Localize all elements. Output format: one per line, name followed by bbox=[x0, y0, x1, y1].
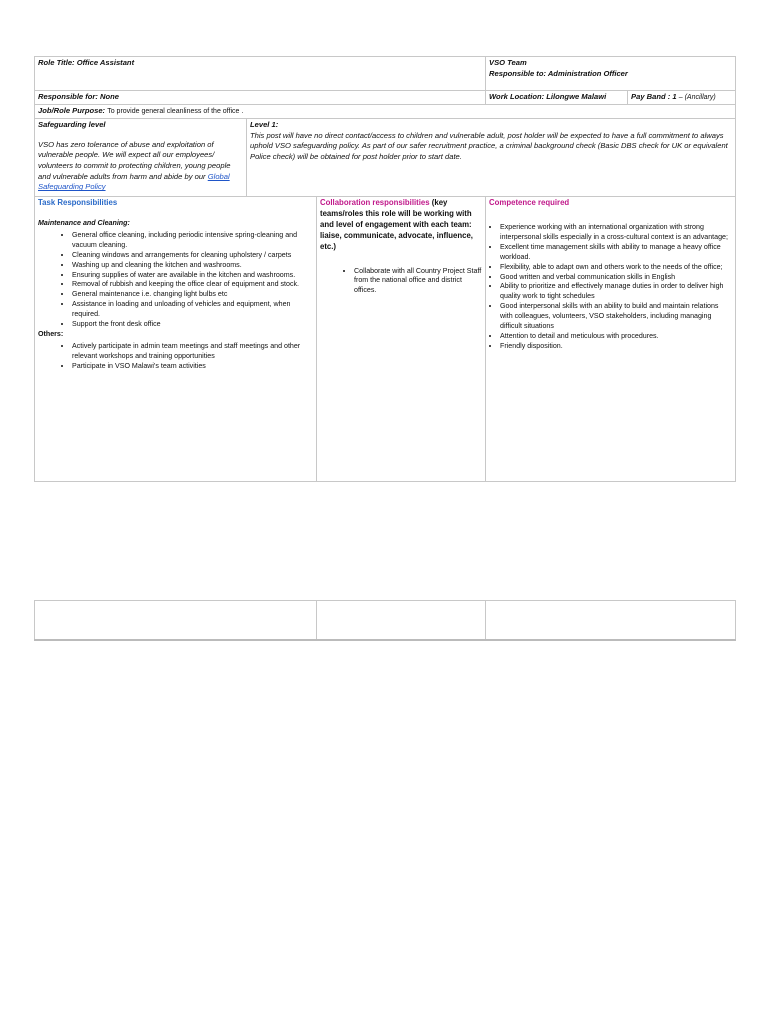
task-responsibilities-title: Task Responsibilities bbox=[38, 198, 118, 207]
safeguarding-policy-link[interactable]: Global Safeguarding Policy bbox=[38, 171, 230, 192]
others-item: • Participate in VSO Malawi's team activities bbox=[72, 362, 313, 372]
purpose-text: To provide general cleanliness of the office . bbox=[107, 108, 244, 115]
task-item: • Assistance in loading and unloading of vehicles and equipment, when required. bbox=[72, 300, 313, 320]
others-heading: Others: bbox=[38, 330, 64, 339]
responsible-to bbox=[489, 69, 732, 80]
safeguarding-statement bbox=[38, 140, 243, 193]
safeguarding-text: VSO has zero tolerance of abuse and exploitation of vulnerable people. We will expect all our employees/ volunteers to commit to protecting children, young people and vulnerable adults from harm and abide by our bbox=[38, 139, 231, 181]
work-location-label: Work Location: bbox=[489, 92, 545, 101]
safeguarding-level-title: Level 1: bbox=[250, 120, 279, 129]
task-item: • Support the front desk office bbox=[72, 320, 313, 330]
responsible-for-value: None bbox=[100, 92, 120, 101]
collaboration-item: • Collaborate with all Country Project Staff from the national office and district offices. bbox=[354, 267, 482, 297]
competence-item: • Excellent time management skills with ability to manage a heavy office workload. bbox=[500, 243, 732, 263]
team-cell bbox=[486, 57, 736, 91]
task-responsibilities-cell bbox=[35, 197, 317, 482]
task-list bbox=[38, 231, 313, 330]
task-item: • Removal of rubbish and keeping the office clear of equipment and stock. bbox=[72, 280, 313, 290]
collaboration-heading bbox=[320, 198, 482, 253]
team-name: VSO Team bbox=[489, 58, 527, 67]
collaboration-list bbox=[320, 267, 482, 297]
empty-footer-table bbox=[34, 600, 736, 641]
empty-cell bbox=[35, 601, 317, 641]
responsible-for-cell bbox=[35, 91, 486, 105]
role-title-cell bbox=[35, 57, 486, 91]
competence-item: • Ability to prioritize and effectively manage duties in order to deliver high quality work to tight schedules bbox=[500, 282, 732, 302]
pay-band-cell bbox=[628, 91, 736, 105]
purpose-label: Job/Role Purpose: bbox=[38, 106, 106, 115]
competence-item: • Attention to detail and meticulous with procedures. bbox=[500, 332, 732, 342]
task-item: • General office cleaning, including periodic intensive spring-cleaning and vacuum cleaning. bbox=[72, 231, 313, 251]
competence-item: • Experience working with an international organization with strong interpersonal skills especially in a cross-cultural context is an advantage; bbox=[500, 223, 732, 243]
competence-list bbox=[489, 223, 732, 352]
task-item: • Cleaning windows and arrangements for cleaning upholstery / carpets bbox=[72, 251, 313, 261]
safeguarding-level-cell bbox=[247, 119, 736, 197]
competence-item: • Good written and verbal communication skills in English bbox=[500, 273, 732, 283]
maintenance-subheading: Maintenance and Cleaning: bbox=[38, 218, 130, 227]
competence-item: • Friendly disposition. bbox=[500, 342, 732, 352]
collaboration-title: Collaboration responsibilities bbox=[320, 198, 430, 207]
work-location-cell bbox=[486, 91, 628, 105]
competence-title: Competence required bbox=[489, 198, 570, 207]
collaboration-cell bbox=[317, 197, 486, 482]
task-item: • General maintenance i.e. changing light bulbs etc bbox=[72, 290, 313, 300]
others-item: • Actively participate in admin team meetings and staff meetings and other relevant workshops and training opportunities bbox=[72, 342, 313, 362]
safeguarding-title: Safeguarding level bbox=[38, 120, 106, 129]
empty-cell bbox=[317, 601, 486, 641]
collaboration-note: (key teams/roles this role will be working with and level of engagement with each team: liaise, communicate, advocate, influence, etc.) bbox=[320, 198, 473, 251]
competence-item: • Flexibility, able to adapt own and others work to the needs of the office; bbox=[500, 263, 732, 273]
competence-item: • Good interpersonal skills with an ability to build and maintain relations with colleagues, volunteers, VSO stakeholders, including managing difficult situations bbox=[500, 302, 732, 332]
responsible-for-label: Responsible for: bbox=[38, 92, 98, 101]
task-item: • Ensuring supplies of water are available in the kitchen and washrooms. bbox=[72, 271, 313, 281]
job-description bbox=[34, 56, 735, 482]
responsible-to-label: Responsible to: bbox=[489, 68, 546, 78]
safeguarding-cell bbox=[35, 119, 247, 197]
responsible-to-value: Administration Officer bbox=[547, 68, 628, 78]
role-table bbox=[34, 56, 736, 482]
pay-band-label: Pay Band : 1 bbox=[631, 92, 677, 101]
empty-cell bbox=[486, 601, 736, 641]
others-label: Others bbox=[38, 330, 61, 339]
safeguarding-level-text: This post will have no direct contact/access to children and vulnerable adult, post holder will be expected to have a full commitment to always uphold VSO safeguarding policy. As part of our safer recruitment practice, a criminal background check (Basic DBS check for UK or equivalent Police check) will be obtained for post holder prior to start date. bbox=[250, 130, 728, 161]
role-title: Office Assistant bbox=[76, 58, 135, 67]
competence-cell bbox=[486, 197, 736, 482]
role-title-label: Role Title: bbox=[38, 58, 75, 67]
work-location-value: Lilongwe Malawi bbox=[546, 92, 607, 101]
pay-band-note: – (Ancillary) bbox=[678, 94, 716, 101]
purpose-cell bbox=[35, 105, 736, 119]
task-item: • Washing up and cleaning the kitchen and washrooms. bbox=[72, 261, 313, 271]
others-list bbox=[38, 342, 313, 372]
